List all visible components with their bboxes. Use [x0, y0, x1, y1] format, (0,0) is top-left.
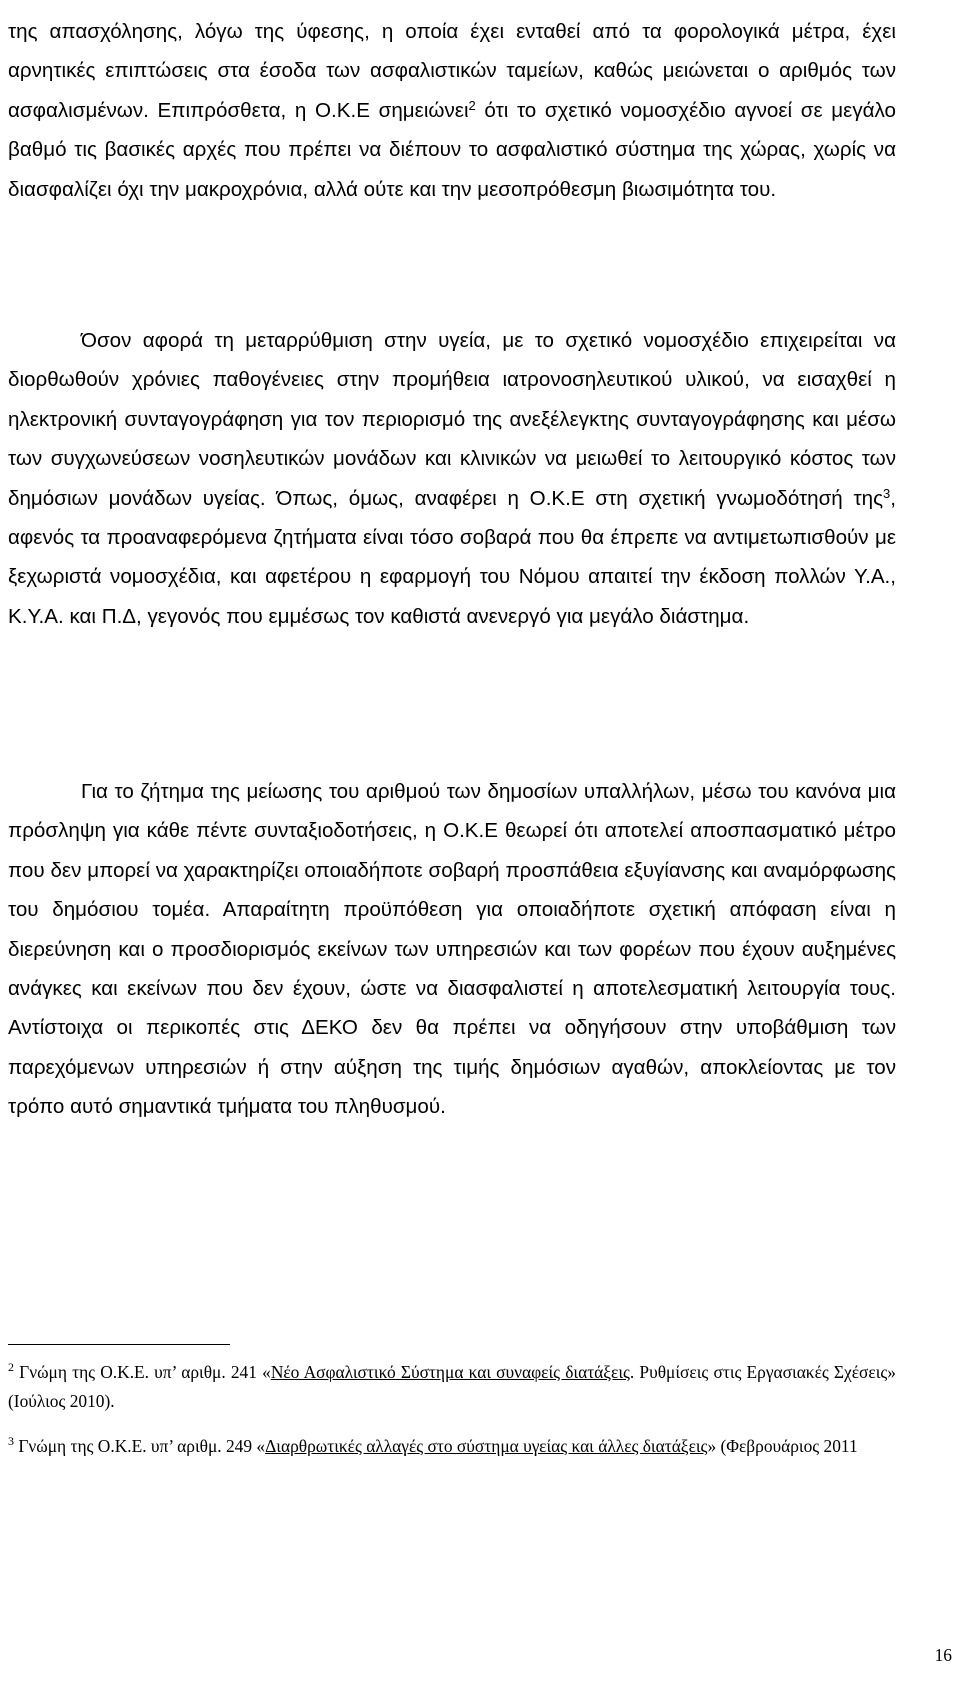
footnote-title-underlined: Διαρθρωτικές αλλαγές στο σύστημα υγείας και άλλες διατάξεις	[265, 1436, 708, 1456]
body-paragraph-continued	[8, 12, 896, 209]
body-paragraph-public-servants	[8, 772, 896, 1127]
footnote-text: Γνώμη της Ο.Κ.Ε. υπ’ αριθμ. 249 «	[14, 1436, 266, 1456]
footnote-reference[interactable]: 3	[883, 485, 891, 501]
page-number: 16	[934, 1645, 952, 1665]
footnote-text: » (Φεβρουάριος 2011	[707, 1436, 858, 1456]
paragraph-text: Για το ζήτημα της μείωσης του αριθμού των δημοσίων υπαλλήλων, μέσω του κανόνα μια πρόσληψη για κάθε πέντε συνταξιοδοτήσεις, η Ο.Κ.Ε θεωρεί ότι αποτελεί αποσπασματικό μέτρο που δεν μπορεί να χαρακτηρίζει οποιαδήποτε σοβαρή προσπάθεια εξυγίανσης και αναμόρφωσης του δημόσιου τομέα. Απαραίτητη προϋπόθεση για οποιαδήποτε σχετική απόφαση είναι η διερεύνηση και ο προσδιορισμός εκείνων των υπηρεσιών και των φορέων που έχουν αυξημένες ανάγκες και εκείνων που δεν έχουν, ώστε να διασφαλιστεί η αποτελεσματική λειτουργία τους. Αντίστοιχα οι περικοπές στις ΔΕΚΟ δεν θα πρέπει να οδηγήσουν στην υποβάθμιση των παρεχόμενων υπηρεσιών ή στην αύξηση της τιμής δημόσιων αγαθών, αποκλείοντας με τον τρόπο αυτό σημαντικά τμήματα του πληθυσμού.	[8, 780, 896, 1119]
paragraph-text: της απασχόλησης, λόγω της ύφεσης, η οποία έχει ενταθεί από τα φορολογικά μέτρα, έχει αρνητικές επιπτώσεις στα έσοδα των ασφαλιστικών ταμείων, καθώς μειώνεται ο αριθμός των ασφαλισμένων. Επιπρόσθετα, η Ο.Κ.Ε σημειώνει	[8, 20, 896, 122]
footnote-reference[interactable]: 2	[468, 97, 476, 113]
footnote-text: . Ρυθμίσεις στις Εργασιακές Σχέσεις» (Ιούλιος 2010).	[8, 1362, 896, 1411]
footnotes-section	[8, 1358, 896, 1461]
footnote-marker: 3	[8, 1433, 14, 1448]
paragraph-text: , αφενός τα προαναφερόμενα ζητήματα είναι τόσο σοβαρά που θα έπρεπε να αντιμετωπισθούν με ξεχωριστά νομοσχέδια, και αφετέρου η εφαρμογή του Νόμου απαιτεί την έκδοση πολλών Υ.Α., Κ.Υ.Α. και Π.Δ, γεγονός που εμμέσως τον καθιστά ανενεργό για μεγάλο διάστημα.	[8, 486, 896, 628]
paragraph-text: Όσον αφορά τη μεταρρύθμιση στην υγεία, με το σχετικό νομοσχέδιο επιχειρείται να διορθωθούν χρόνιες παθογένειες στην προμήθεια ιατρονοσηλευτικού υλικού, να εισαχθεί η ηλεκτρονική συνταγογράφηση για τον περιορισμό της ανεξέλεγκτης συνταγογράφησης και μέσω των συγχωνεύσεων νοσηλευτικών μονάδων και κλινικών να μειωθεί το λειτουργικό κόστος των δημόσιων μονάδων υγείας. Όπως, όμως, αναφέρει η Ο.Κ.Ε στη σχετική γνωμοδότησή της	[8, 329, 896, 510]
footnote-item	[8, 1432, 896, 1461]
footnote-text: Γνώμη της Ο.Κ.Ε. υπ’ αριθμ. 241 «	[14, 1362, 271, 1382]
body-paragraph-health-reform	[8, 321, 896, 636]
footnote-separator	[8, 1344, 230, 1345]
footnote-title-underlined: Νέο Ασφαλιστικό Σύστημα και συναφείς διατάξεις	[270, 1362, 630, 1382]
footnote-marker: 2	[8, 1359, 14, 1374]
paragraph-text: ότι το σχετικό νομοσχέδιο αγνοεί σε μεγάλο βαθμό τις βασικές αρχές που πρέπει να διέπουν το ασφαλιστικό σύστημα της χώρας, χωρίς να διασφαλίζει όχι την μακροχρόνια, αλλά ούτε και την μεσοπρόθεσμη βιωσιμότητα του.	[8, 98, 896, 201]
footnote-item	[8, 1358, 896, 1416]
